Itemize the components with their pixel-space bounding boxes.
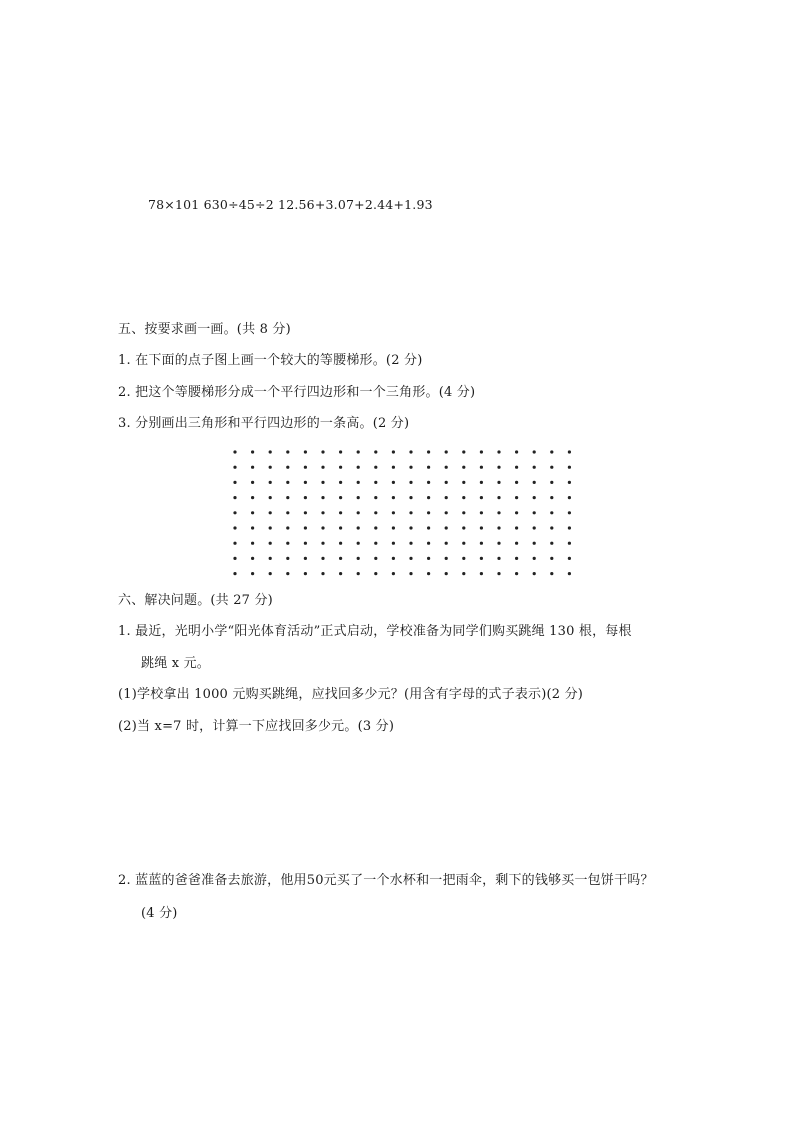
grid-dot[interactable] bbox=[445, 511, 448, 514]
grid-dot[interactable] bbox=[568, 466, 571, 469]
grid-dot[interactable] bbox=[445, 496, 448, 499]
grid-dot[interactable] bbox=[339, 481, 342, 484]
grid-dot[interactable] bbox=[321, 572, 324, 575]
grid-dot[interactable] bbox=[304, 572, 307, 575]
grid-dot[interactable] bbox=[515, 466, 518, 469]
section-6-question-2-line-2: (4 分) bbox=[141, 906, 178, 921]
grid-dot[interactable] bbox=[357, 542, 360, 545]
grid-dot[interactable] bbox=[462, 481, 465, 484]
grid-dot[interactable] bbox=[233, 526, 236, 529]
grid-dot[interactable] bbox=[550, 557, 553, 560]
grid-dot[interactable] bbox=[357, 557, 360, 560]
grid-dot[interactable] bbox=[409, 542, 412, 545]
grid-dot[interactable] bbox=[568, 526, 571, 529]
grid-dot[interactable] bbox=[392, 526, 395, 529]
grid-dot[interactable] bbox=[427, 496, 430, 499]
grid-dot[interactable] bbox=[533, 466, 536, 469]
grid-dot[interactable] bbox=[409, 466, 412, 469]
grid-dot[interactable] bbox=[462, 526, 465, 529]
grid-dot[interactable] bbox=[374, 526, 377, 529]
grid-dot[interactable] bbox=[568, 572, 571, 575]
grid-dot[interactable] bbox=[427, 466, 430, 469]
section-5-question-3: 3. 分别画出三角形和平行四边形的一条高。(2 分) bbox=[118, 416, 410, 431]
grid-dot[interactable] bbox=[427, 450, 430, 453]
grid-dot[interactable] bbox=[269, 466, 272, 469]
grid-dot[interactable] bbox=[533, 481, 536, 484]
grid-dot[interactable] bbox=[409, 450, 412, 453]
grid-dot[interactable] bbox=[480, 557, 483, 560]
grid-dot[interactable] bbox=[286, 466, 289, 469]
grid-dot[interactable] bbox=[374, 542, 377, 545]
grid-dot[interactable] bbox=[568, 511, 571, 514]
grid-dot[interactable] bbox=[339, 542, 342, 545]
section-6-question-2-line-1: 2. 蓝蓝的爸爸准备去旅游，他用50元买了一个水杯和一把雨伞，剩下的钱够买一包饼干吗？ bbox=[118, 873, 654, 888]
grid-dot[interactable] bbox=[497, 542, 500, 545]
grid-dot[interactable] bbox=[515, 526, 518, 529]
grid-dot[interactable] bbox=[497, 450, 500, 453]
grid-dot[interactable] bbox=[233, 542, 236, 545]
grid-dot[interactable] bbox=[374, 481, 377, 484]
grid-dot[interactable] bbox=[515, 557, 518, 560]
grid-dot[interactable] bbox=[515, 511, 518, 514]
grid-dot[interactable] bbox=[515, 542, 518, 545]
grid-dot[interactable] bbox=[251, 481, 254, 484]
grid-dot[interactable] bbox=[374, 511, 377, 514]
grid-dot[interactable] bbox=[550, 450, 553, 453]
grid-dot[interactable] bbox=[269, 572, 272, 575]
grid-dot[interactable] bbox=[427, 526, 430, 529]
grid-dot[interactable] bbox=[480, 496, 483, 499]
grid-dot[interactable] bbox=[515, 481, 518, 484]
grid-dot[interactable] bbox=[550, 496, 553, 499]
grid-dot[interactable] bbox=[445, 572, 448, 575]
grid-dot[interactable] bbox=[269, 496, 272, 499]
grid-dot[interactable] bbox=[497, 526, 500, 529]
grid-dot[interactable] bbox=[321, 466, 324, 469]
grid-dot[interactable] bbox=[374, 557, 377, 560]
grid-dot[interactable] bbox=[374, 572, 377, 575]
grid-dot[interactable] bbox=[462, 450, 465, 453]
grid-dot[interactable] bbox=[550, 526, 553, 529]
grid-dot[interactable] bbox=[286, 481, 289, 484]
grid-dot[interactable] bbox=[533, 496, 536, 499]
grid-dot[interactable] bbox=[462, 496, 465, 499]
grid-dot[interactable] bbox=[357, 450, 360, 453]
grid-dot[interactable] bbox=[480, 542, 483, 545]
grid-dot[interactable] bbox=[269, 526, 272, 529]
grid-dot[interactable] bbox=[251, 557, 254, 560]
grid-dot[interactable] bbox=[445, 526, 448, 529]
grid-dot[interactable] bbox=[251, 496, 254, 499]
grid-dot[interactable] bbox=[568, 496, 571, 499]
grid-dot[interactable] bbox=[251, 572, 254, 575]
section-6-question-1-sub-1: (1)学校拿出 1000 元购买跳绳，应找回多少元？(用含有字母的式子表示)(2 分) bbox=[118, 687, 584, 702]
grid-dot[interactable] bbox=[533, 572, 536, 575]
grid-dot[interactable] bbox=[480, 511, 483, 514]
grid-dot[interactable] bbox=[497, 557, 500, 560]
grid-dot[interactable] bbox=[445, 450, 448, 453]
grid-dot[interactable] bbox=[251, 466, 254, 469]
grid-dot[interactable] bbox=[339, 572, 342, 575]
grid-dot[interactable] bbox=[515, 450, 518, 453]
grid-dot[interactable] bbox=[321, 450, 324, 453]
grid-dot[interactable] bbox=[269, 542, 272, 545]
grid-dot[interactable] bbox=[339, 450, 342, 453]
grid-dot[interactable] bbox=[392, 450, 395, 453]
grid-dot[interactable] bbox=[374, 450, 377, 453]
grid-dot[interactable] bbox=[497, 496, 500, 499]
grid-dot[interactable] bbox=[357, 572, 360, 575]
grid-dot[interactable] bbox=[269, 511, 272, 514]
calculation-problems: 78×101 630÷45÷2 12.56+3.07+2.44+1.93 bbox=[148, 197, 433, 212]
grid-dot[interactable] bbox=[533, 526, 536, 529]
grid-dot[interactable] bbox=[409, 526, 412, 529]
grid-dot[interactable] bbox=[409, 481, 412, 484]
grid-dot[interactable] bbox=[392, 481, 395, 484]
grid-dot[interactable] bbox=[286, 496, 289, 499]
grid-dot[interactable] bbox=[374, 466, 377, 469]
grid-dot[interactable] bbox=[533, 557, 536, 560]
grid-dot[interactable] bbox=[445, 466, 448, 469]
grid-dot[interactable] bbox=[357, 511, 360, 514]
grid-dot[interactable] bbox=[304, 526, 307, 529]
grid-dot[interactable] bbox=[286, 572, 289, 575]
grid-dot[interactable] bbox=[427, 542, 430, 545]
grid-dot[interactable] bbox=[233, 496, 236, 499]
grid-dot[interactable] bbox=[304, 466, 307, 469]
grid-dot[interactable] bbox=[462, 511, 465, 514]
grid-dot[interactable] bbox=[321, 481, 324, 484]
grid-dot[interactable] bbox=[533, 542, 536, 545]
grid-dot[interactable] bbox=[304, 450, 307, 453]
grid-dot[interactable] bbox=[497, 481, 500, 484]
grid-dot[interactable] bbox=[339, 466, 342, 469]
grid-dot[interactable] bbox=[462, 466, 465, 469]
grid-dot[interactable] bbox=[497, 511, 500, 514]
grid-dot[interactable] bbox=[480, 526, 483, 529]
grid-dot[interactable] bbox=[304, 481, 307, 484]
section-6-question-1-line-1: 1. 最近，光明小学“阳光体育活动”正式启动，学校准备为同学们购买跳绳 130 根，每根 bbox=[118, 624, 632, 639]
section-5-title: 五、按要求画一画。(共 8 分) bbox=[118, 322, 291, 337]
grid-dot[interactable] bbox=[286, 526, 289, 529]
grid-dot[interactable] bbox=[251, 526, 254, 529]
grid-dot[interactable] bbox=[515, 496, 518, 499]
grid-dot[interactable] bbox=[409, 511, 412, 514]
grid-dot[interactable] bbox=[233, 450, 236, 453]
grid-dot[interactable] bbox=[233, 511, 236, 514]
grid-dot[interactable] bbox=[462, 542, 465, 545]
grid-dot[interactable] bbox=[497, 572, 500, 575]
grid-dot[interactable] bbox=[568, 450, 571, 453]
grid-dot[interactable] bbox=[427, 481, 430, 484]
grid-dot[interactable] bbox=[427, 511, 430, 514]
grid-dot[interactable] bbox=[339, 511, 342, 514]
grid-dot[interactable] bbox=[339, 496, 342, 499]
grid-dot[interactable] bbox=[392, 511, 395, 514]
grid-dot[interactable] bbox=[269, 450, 272, 453]
grid-dot[interactable] bbox=[251, 511, 254, 514]
grid-dot[interactable] bbox=[533, 511, 536, 514]
grid-dot[interactable] bbox=[233, 572, 236, 575]
grid-dot[interactable] bbox=[445, 542, 448, 545]
grid-dot[interactable] bbox=[568, 481, 571, 484]
grid-dot[interactable] bbox=[480, 466, 483, 469]
grid-dot[interactable] bbox=[357, 466, 360, 469]
grid-dot[interactable] bbox=[304, 496, 307, 499]
grid-dot[interactable] bbox=[286, 557, 289, 560]
grid-dot[interactable] bbox=[357, 526, 360, 529]
grid-dot[interactable] bbox=[550, 466, 553, 469]
grid-dot[interactable] bbox=[286, 511, 289, 514]
grid-dot[interactable] bbox=[321, 526, 324, 529]
grid-dot[interactable] bbox=[321, 511, 324, 514]
grid-dot[interactable] bbox=[357, 481, 360, 484]
grid-dot[interactable] bbox=[550, 511, 553, 514]
grid-dot[interactable] bbox=[374, 496, 377, 499]
grid-dot[interactable] bbox=[251, 542, 254, 545]
grid-dot[interactable] bbox=[321, 542, 324, 545]
grid-dot[interactable] bbox=[339, 526, 342, 529]
grid-dot[interactable] bbox=[550, 572, 553, 575]
section-6-question-1-line-2: 跳绳 x 元。 bbox=[141, 656, 210, 671]
grid-dot[interactable] bbox=[233, 557, 236, 560]
grid-dot[interactable] bbox=[427, 572, 430, 575]
section-5-question-1: 1. 在下面的点子图上画一个较大的等腰梯形。(2 分) bbox=[118, 353, 423, 368]
section-6-question-1-sub-2: (2)当 x=7 时，计算一下应找回多少元。(3 分) bbox=[118, 719, 395, 734]
grid-dot[interactable] bbox=[392, 466, 395, 469]
grid-dot[interactable] bbox=[392, 496, 395, 499]
grid-dot[interactable] bbox=[515, 572, 518, 575]
grid-dot[interactable] bbox=[550, 481, 553, 484]
grid-dot[interactable] bbox=[321, 496, 324, 499]
grid-dot[interactable] bbox=[304, 557, 307, 560]
grid-dot[interactable] bbox=[392, 542, 395, 545]
grid-dot[interactable] bbox=[480, 450, 483, 453]
grid-dot[interactable] bbox=[233, 466, 236, 469]
grid-dot[interactable] bbox=[286, 542, 289, 545]
grid-dot[interactable] bbox=[568, 542, 571, 545]
section-6-title: 六、解决问题。(共 27 分) bbox=[118, 593, 273, 608]
grid-dot[interactable] bbox=[269, 557, 272, 560]
grid-dot[interactable] bbox=[392, 572, 395, 575]
grid-dot[interactable] bbox=[550, 542, 553, 545]
grid-dot[interactable] bbox=[497, 466, 500, 469]
grid-dot[interactable] bbox=[269, 481, 272, 484]
grid-dot[interactable] bbox=[533, 450, 536, 453]
grid-dot[interactable] bbox=[409, 572, 412, 575]
grid-dot[interactable] bbox=[427, 557, 430, 560]
grid-dot[interactable] bbox=[339, 557, 342, 560]
grid-dot[interactable] bbox=[357, 496, 360, 499]
grid-dot[interactable] bbox=[462, 557, 465, 560]
dot-grid[interactable] bbox=[229, 446, 575, 580]
grid-dot[interactable] bbox=[251, 450, 254, 453]
grid-dot[interactable] bbox=[286, 450, 289, 453]
grid-dot[interactable] bbox=[568, 557, 571, 560]
grid-dot[interactable] bbox=[409, 557, 412, 560]
grid-dot[interactable] bbox=[462, 572, 465, 575]
grid-dot[interactable] bbox=[409, 496, 412, 499]
grid-dot[interactable] bbox=[304, 511, 307, 514]
grid-dot[interactable] bbox=[445, 481, 448, 484]
grid-dot[interactable] bbox=[392, 557, 395, 560]
grid-dot[interactable] bbox=[321, 557, 324, 560]
grid-dot[interactable] bbox=[480, 481, 483, 484]
grid-dot[interactable] bbox=[445, 557, 448, 560]
grid-dot[interactable] bbox=[480, 572, 483, 575]
section-5-question-2: 2. 把这个等腰梯形分成一个平行四边形和一个三角形。(4 分) bbox=[118, 385, 476, 400]
grid-dot[interactable] bbox=[233, 481, 236, 484]
grid-dot[interactable] bbox=[304, 542, 307, 545]
